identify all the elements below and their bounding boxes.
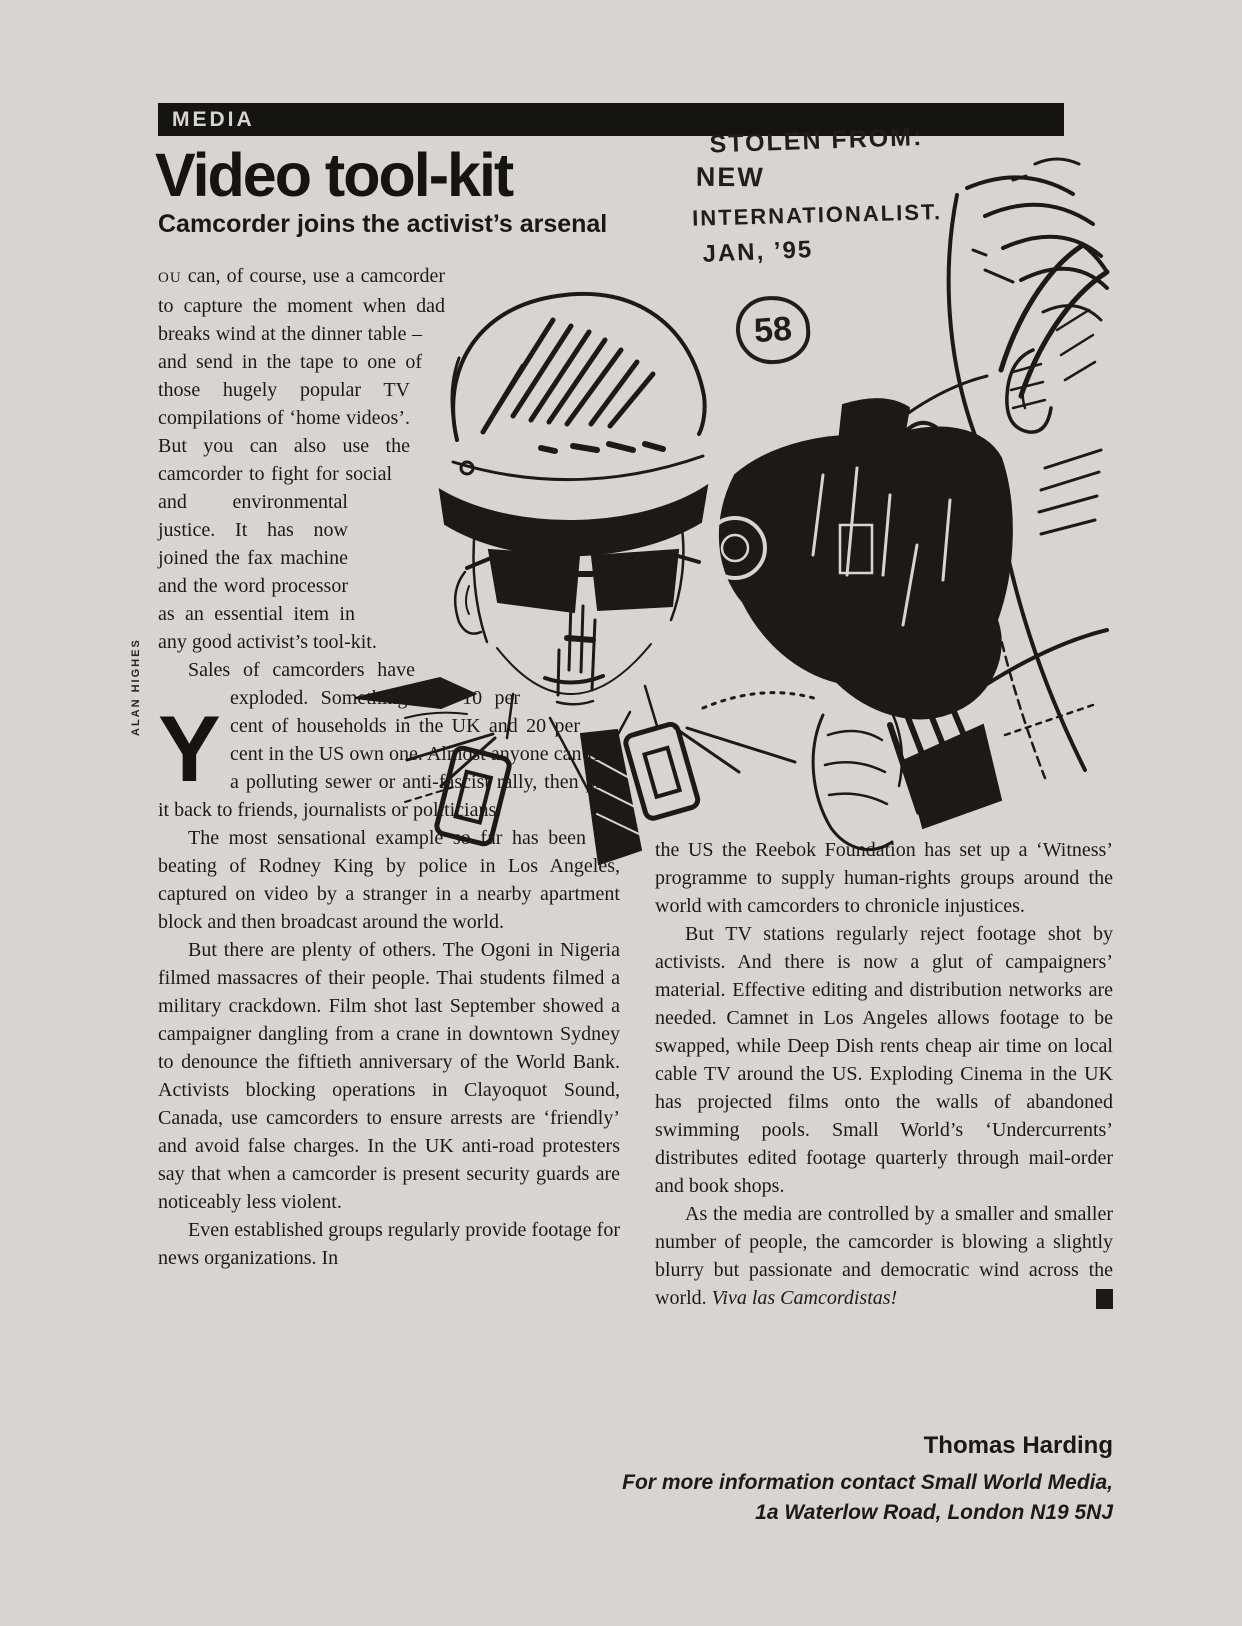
- contact-footer-line: For more information contact Small World Media,: [622, 1471, 1113, 1494]
- annotation-line: INTERNATIONALIST.: [691, 199, 943, 231]
- paragraph-text: can, of course, use a camcorder to capture the moment when dad breaks wind at the dinner table – and send in the tape to one of those hugely popular TV compilations of ‘home videos’. But you can also use the camcorder to fight for social and environmental justice. It has now joined the fax machine and the word processor as an essential item in any good activist’s tool-kit.: [158, 265, 445, 653]
- text-wrap-spacer: [392, 486, 620, 514]
- contact-footer-line: 1a Waterlow Road, London N19 5NJ: [755, 1501, 1113, 1524]
- contact-footer: [545, 1468, 1113, 1528]
- lead-smallcaps: OU: [158, 270, 182, 286]
- paragraph: Sales of camcorders have exploded. Something like 10 per cent of households in the UK and 20 per cent in the US own one. Almost anyone can film a polluting sewer or anti-fascist rally, then play it back to friends, journalists or politicians.: [158, 659, 620, 821]
- paragraph: Even established groups regularly provide footage for news organizations. In: [158, 1219, 620, 1269]
- section-label: MEDIA: [172, 107, 255, 131]
- paragraph-text: As the media are controlled by a smaller and smaller number of people, the camcorder is blowing a slightly blurry but passionate and democratic wind across the world.: [655, 1203, 1113, 1309]
- text-wrap-spacer: [422, 346, 620, 402]
- text-wrap-spacer: [355, 598, 620, 626]
- annotation-line: JAN, ’95: [701, 236, 814, 268]
- article-subtitle: Camcorder joins the activist’s arsenal: [158, 210, 608, 238]
- text-wrap-spacer: [520, 682, 620, 710]
- text-wrap-spacer: [382, 626, 620, 654]
- italic-phrase: Viva las Camcordistas!: [711, 1287, 898, 1309]
- paragraph: [655, 1200, 1113, 1312]
- paragraph: But there are plenty of others. The Ogoni in Nigeria filmed massacres of their people. Thai students filmed a military crackdown. Film shot last September showed a campaigner dangling from a crane in downtown Sydney to denounce the fiftieth anniversary of the World Bank. Activists blocking operations in Clayoquot Sound, Canada, use camcorders to ensure arrests are ‘friendly’ and avoid false charges. In the UK anti-road protesters say that when a camcorder is present security guards are noticeably less violent.: [158, 939, 620, 1213]
- article-column-1: [158, 262, 620, 1272]
- author-byline: Thomas Harding: [923, 1432, 1113, 1459]
- page-number: 58: [752, 309, 794, 350]
- drop-cap: Y: [158, 696, 221, 801]
- text-wrap-spacer: [432, 458, 620, 486]
- article-title: Video tool-kit: [155, 141, 513, 209]
- paragraph: But TV stations regularly reject footage shot by activists. And there is now a glut of campaigners’ material. Effective editing and distribution networks are needed. Camnet in Los Angeles allows footage to be swapped, while Deep Dish rents cheap air time on local cable TV around the US. Exploding Cinema in the UK has projected films onto the walls of abandoned swimming pools. Small World’s ‘Undercurrents’ distributes edited footage quarterly through mail-order and book shops.: [655, 923, 1113, 1197]
- text-wrap-spacer: [445, 262, 620, 346]
- handwritten-annotation: [691, 123, 972, 268]
- annotation-line: STOLEN FROM:: [709, 123, 924, 159]
- annotation-line: NEW: [695, 161, 765, 193]
- paragraph: the US the Reebok Foundation has set up a ‘Witness’ programme to supply human-rights groups around the world with camcorders to chronicle injustices.: [655, 839, 1113, 917]
- text-wrap-spacer: [580, 710, 620, 738]
- text-wrap-spacer: [348, 514, 620, 598]
- end-of-article-mark: [1096, 1289, 1113, 1309]
- text-wrap-spacer: [415, 654, 620, 682]
- text-wrap-spacer: [410, 402, 620, 458]
- article-column-2: [655, 836, 1113, 1312]
- illustrator-credit: ALAN HIGHES: [130, 638, 142, 736]
- paragraph: The most sensational example so far has been the beating of Rodney King by police in Los Angeles, captured on video by a stranger in a nearby apartment block and then broadcast around the world.: [158, 827, 620, 933]
